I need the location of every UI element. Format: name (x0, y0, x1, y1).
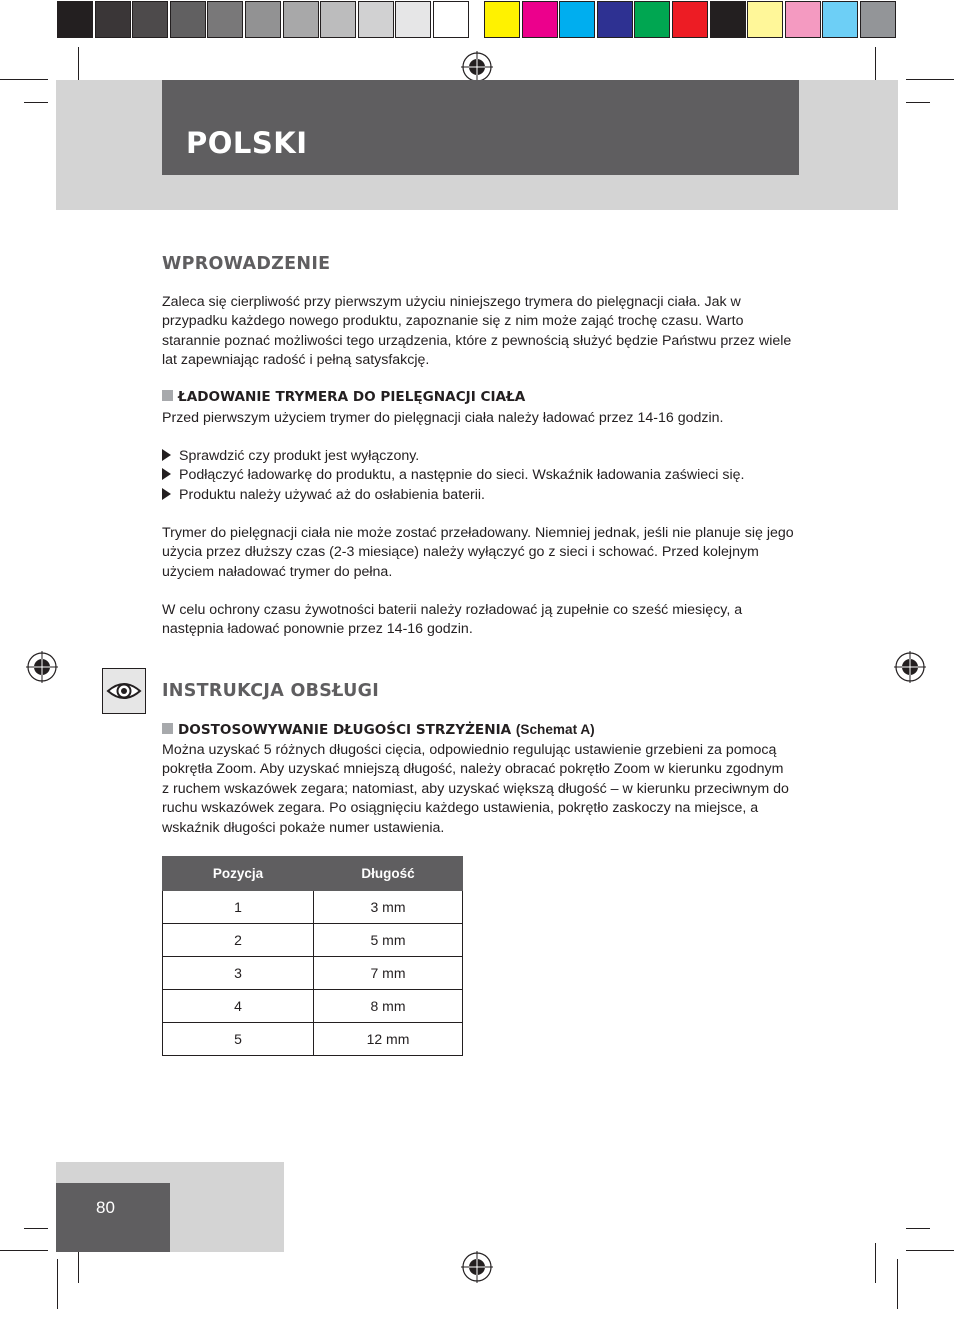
triangle-bullet-icon (162, 488, 171, 500)
list-item (162, 447, 419, 466)
charging-paragraph-2: W celu ochrony czasu żywotności baterii należy rozładować ją zupełnie co sześć miesięcy, a następnia ładować ponownie przez 14-16 godzin. (162, 602, 743, 638)
charging-paragraph-1: Trymer do pielęgnacji ciała nie może zostać przeładowany. Niemniej jednak, jeśli nie planuje się jego użycia przez dłuższy czas (2-3 miesiące) należy wyłączyć go z sieci i schować. Przed kolejnym użyciem naładować trymer do pełna. (162, 525, 794, 580)
color-swatch (320, 1, 356, 38)
color-swatch (597, 1, 633, 38)
color-swatch (132, 1, 168, 38)
instructions-paragraph: Można uzyskać 5 różnych długości cięcia, odpowiednio regulując ustawienie grzebieni za pomocą pokrętła Zoom. Aby uzyskać mniejszą długość, należy obracać pokrętło Zoom w kierunku zgodnym z ruchem wskazówek zegara; natomiast, aby uzyskać większą długość – w kierunku przeciwnym do ruchu wskazówek zegara. Po osiągnięciu każdego ustawienia, pokrętło zaskoczy na miejsce, a wskaźnik długości pokaże numer ustawienia. (162, 742, 789, 836)
color-swatch (710, 1, 746, 38)
color-swatch (245, 1, 281, 38)
registration-mark-icon (894, 651, 926, 683)
color-swatch (433, 1, 469, 38)
crop-mark (906, 102, 930, 103)
table-header-length: Długość (314, 857, 463, 891)
header-box (162, 80, 799, 175)
crop-mark (906, 1250, 954, 1251)
table-cell: 1 (163, 891, 314, 924)
length-table (162, 856, 463, 1056)
color-swatch (672, 1, 708, 38)
color-swatch (283, 1, 319, 38)
crop-mark (0, 79, 48, 80)
footer-box (56, 1183, 170, 1252)
subheading-length-note: (Schemat A) (515, 722, 595, 737)
eye-icon (103, 669, 145, 713)
table-row (163, 957, 463, 990)
eye-icon-box (102, 668, 146, 714)
table-cell: 2 (163, 924, 314, 957)
color-swatch (860, 1, 896, 38)
page-title: POLSKI (186, 126, 308, 160)
table-cell: 8 mm (314, 990, 463, 1023)
registration-mark-icon (26, 651, 58, 683)
crop-mark (906, 1228, 930, 1229)
section-heading-instructions: INSTRUKCJA OBSŁUGI (162, 681, 380, 701)
intro-paragraph: Zaleca się cierpliwość przy pierwszym użyciu niniejszego trymera do pielęgnacji ciała. Jak w przypadku każdego nowego produktu, zapoznanie się z nim może zająć trochę czasu. Warto starannie poznać możliwości tego urządzenia, które z pewnością służyć będzie Państwu przez wiele lat zapewniając radość i pełną satysfakcję. (162, 294, 792, 369)
square-bullet-icon (162, 723, 173, 734)
table-row (163, 1023, 463, 1056)
square-bullet-icon (162, 390, 173, 401)
crop-mark (24, 1228, 48, 1229)
crop-mark (906, 79, 954, 80)
charging-intro: Przed pierwszym użyciem trymer do pielęgnacji ciała należy ładować przez 14-16 godzin. (162, 410, 724, 426)
table-header-position: Pozycja (163, 857, 314, 891)
color-swatch (747, 1, 783, 38)
color-swatch (822, 1, 858, 38)
color-swatch (358, 1, 394, 38)
color-swatch (559, 1, 595, 38)
registration-mark-icon (461, 1251, 493, 1283)
crop-mark (0, 1250, 48, 1251)
triangle-bullet-icon (162, 449, 171, 461)
list-item-text: Produktu należy używać aż do osłabienia baterii. (179, 487, 485, 503)
table-cell: 4 (163, 990, 314, 1023)
table-header-row (163, 857, 463, 891)
color-swatch (95, 1, 131, 38)
table-cell: 7 mm (314, 957, 463, 990)
color-swatch (170, 1, 206, 38)
color-swatch (484, 1, 520, 38)
page-number: 80 (96, 1198, 115, 1217)
subheading-length-text: DOSTOSOWYWANIE DŁUGOŚCI STRZYŻENIA (178, 722, 512, 738)
subheading-charging (162, 389, 525, 405)
section-heading-intro: WPROWADZENIE (162, 254, 331, 274)
registration-mark-icon (461, 51, 493, 83)
subheading-length (162, 722, 595, 738)
color-swatch (207, 1, 243, 38)
color-swatch (57, 1, 93, 38)
triangle-bullet-icon (162, 468, 171, 480)
list-item-text: Sprawdzić czy produkt jest wyłączony. (179, 448, 420, 464)
color-calibration-bar (57, 1, 897, 38)
color-swatch (634, 1, 670, 38)
table-cell: 3 mm (314, 891, 463, 924)
crop-mark (897, 1259, 898, 1309)
table-row (163, 891, 463, 924)
color-swatch (395, 1, 431, 38)
crop-mark (57, 1259, 58, 1309)
list-item (162, 486, 485, 505)
subheading-charging-text: ŁADOWANIE TRYMERA DO PIELĘGNACJI CIAŁA (178, 389, 526, 405)
table-row (163, 924, 463, 957)
color-swatch (522, 1, 558, 38)
list-item-text: Podłączyć ładowarkę do produktu, a następnie do sieci. Wskaźnik ładowania zaświeci się. (179, 467, 745, 483)
crop-mark (24, 102, 48, 103)
table-cell: 5 (163, 1023, 314, 1056)
color-swatch (785, 1, 821, 38)
table-row (163, 990, 463, 1023)
table-cell: 5 mm (314, 924, 463, 957)
table-cell: 3 (163, 957, 314, 990)
table-cell: 12 mm (314, 1023, 463, 1056)
crop-mark (875, 1243, 876, 1283)
list-item (162, 466, 744, 485)
